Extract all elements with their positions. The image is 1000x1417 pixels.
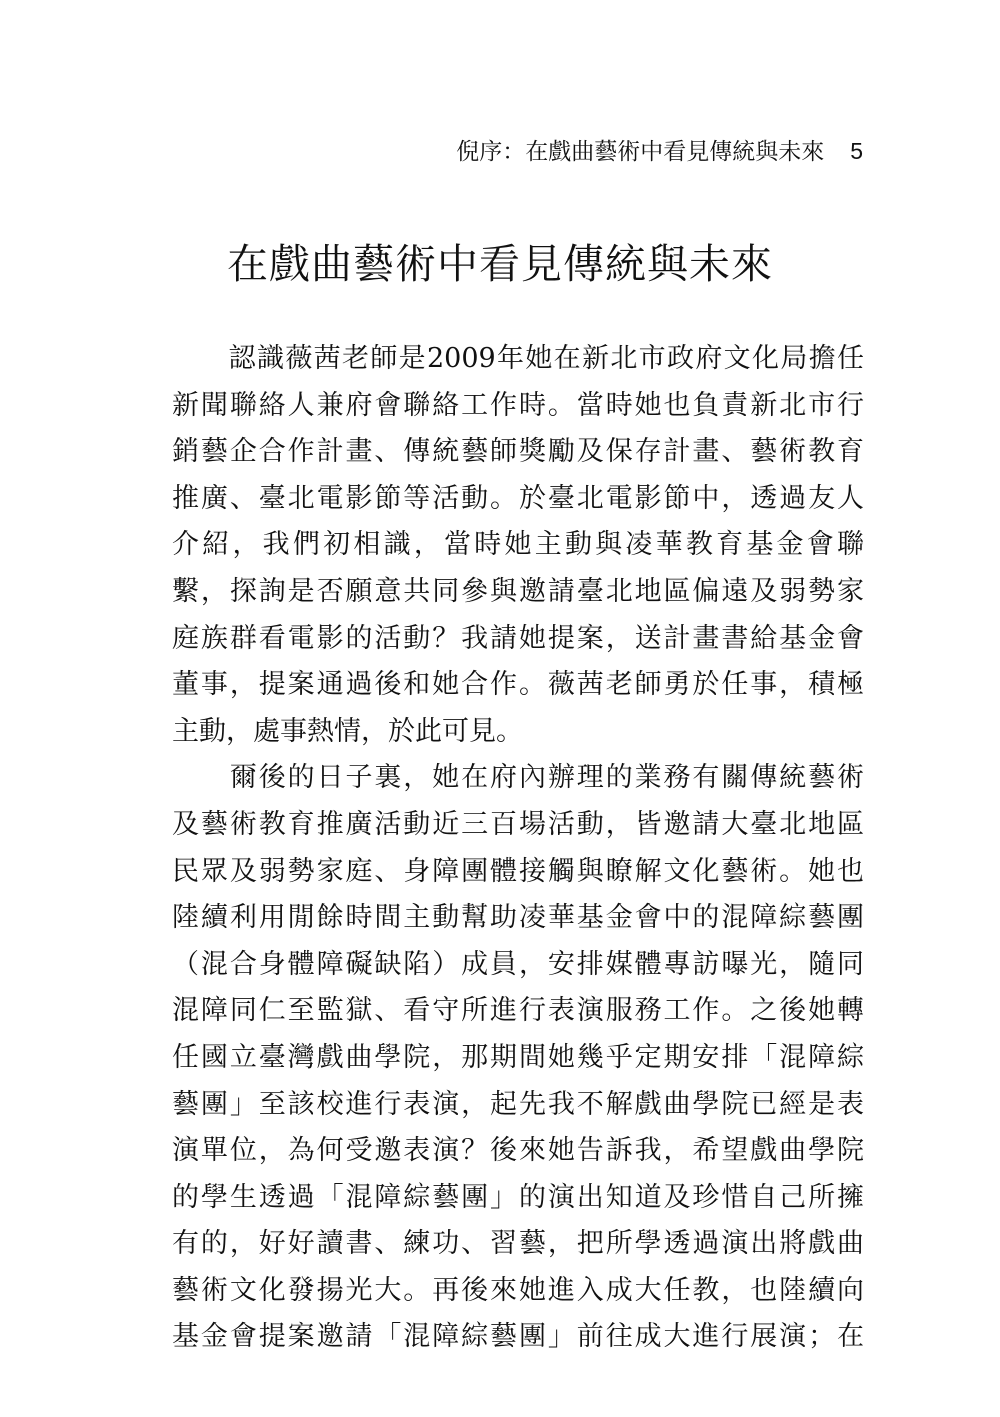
text-line: 民眾及弱勢家庭、身障團體接觸與瞭解文化藝術。她也 [172, 855, 864, 887]
running-header [456, 140, 863, 164]
text-line: 任國立臺灣戲曲學院，那期間她幾乎定期安排「混障綜 [172, 1041, 864, 1073]
text-line: 陸續利用閒餘時間主動幫助凌華基金會中的混障綜藝團 [172, 902, 864, 934]
paragraph-2 [172, 755, 864, 1361]
text-line: 演單位，為何受邀表演？後來她告訴我，希望戲曲學院 [172, 1135, 864, 1167]
text-line: 及藝術教育推廣活動近三百場活動，皆邀請大臺北地區 [172, 808, 864, 840]
text-line: 爾後的日子裏，她在府內辦理的業務有關傳統藝術 [172, 762, 864, 794]
text-line: 有的，好好讀書、練功、習藝，把所學透過演出將戲曲 [172, 1228, 864, 1260]
body-text [172, 336, 864, 1361]
text-line: 藝術文化發揚光大。再後來她進入成大任教，也陸續向 [172, 1274, 864, 1306]
page-number: 5 [850, 138, 863, 164]
text-line: 主動，處事熱情，於此可見。 [172, 715, 523, 747]
text-line: 新聞聯絡人兼府會聯絡工作時。當時她也負責新北市行 [172, 389, 864, 421]
chapter-title: 在戲曲藝術中看見傳統與未來 [227, 240, 773, 288]
text-line: 繫，探詢是否願意共同參與邀請臺北地區偏遠及弱勢家 [172, 575, 864, 607]
text-line: （混合身體障礙缺陷）成員，安排媒體專訪曝光，隨同 [172, 948, 864, 980]
text-line: 藝團」至該校進行表演，起先我不解戲曲學院已經是表 [172, 1088, 864, 1120]
text-line: 的學生透過「混障綜藝團」的演出知道及珍惜自己所擁 [172, 1181, 864, 1213]
text-line: 混障同仁至監獄、看守所進行表演服務工作。之後她轉 [172, 995, 864, 1027]
text-line: 認識薇茜老師是2009年她在新北市政府文化局擔任 [172, 343, 864, 374]
text-line: 庭族群看電影的活動？我請她提案，送計畫書給基金會 [172, 622, 864, 654]
text-line: 推廣、臺北電影節等活動。於臺北電影節中，透過友人 [172, 482, 864, 514]
text-line: 董事，提案通過後和她合作。薇茜老師勇於任事，積極 [172, 669, 864, 701]
paragraph-1 [172, 336, 864, 755]
running-title: 倪序：在戲曲藝術中看見傳統與未來 [456, 139, 825, 165]
text-line: 銷藝企合作計畫、傳統藝師獎勵及保存計畫、藝術教育 [172, 436, 864, 468]
text-line: 基金會提案邀請「混障綜藝團」前往成大進行展演；在 [172, 1321, 864, 1353]
text-line: 介紹，我們初相識，當時她主動與凌華教育基金會聯 [172, 529, 864, 561]
